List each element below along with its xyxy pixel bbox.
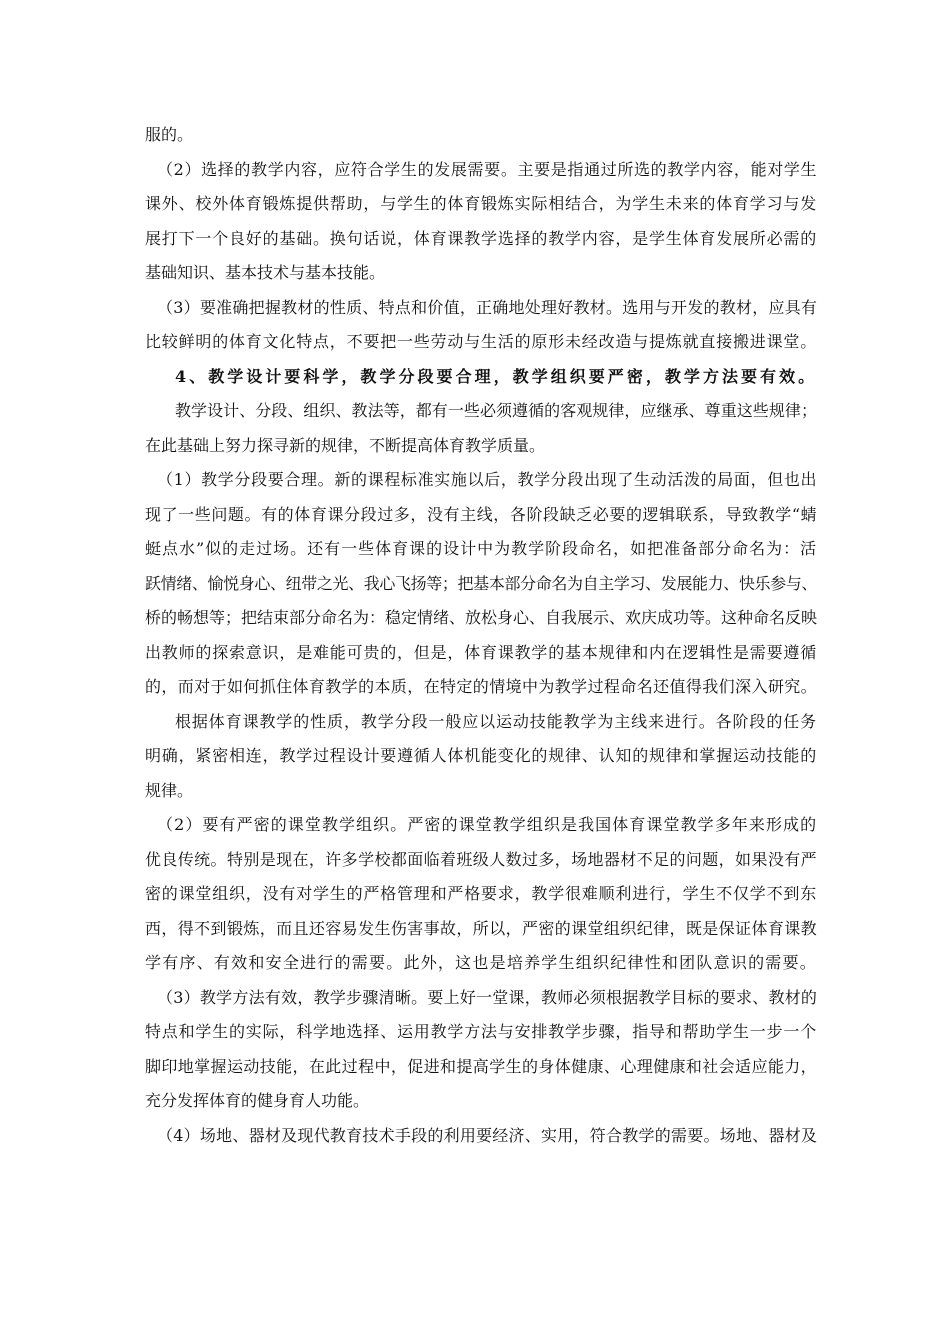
document-page (145, 118, 817, 1153)
paragraph-line: 特点和学生的实际，科学地选择、运用教学方法与安排教学步骤，指导和帮助学生一步一个 (145, 1022, 817, 1041)
paragraph-line: 教学设计、分段、组织、教法等，都有一些必须遵循的客观规律，应继承、尊重这些规律； (175, 401, 817, 420)
paragraph-line: 西，得不到锻炼，而且还容易发生伤害事故，所以，严密的课堂组织纪律，既是保证体育课教 (145, 918, 817, 938)
paragraph-line: 现了一些问题。有的体育课分段过多，没有主线，各阶段缺乏必要的逻辑联系，导致教学“蜻 (145, 504, 817, 524)
paragraph-line: 展打下一个良好的基础。换句话说，体育课教学选择的教学内容，是学生体育发展所必需的 (145, 228, 817, 248)
paragraph-line: 课外、校外体育锻炼提供帮助，与学生的体育锻炼实际相结合，为学生未来的体育学习与发 (145, 194, 817, 213)
paragraph-line: 的，而对于如何抓住体育教学的本质，在特定的情境中为教学过程命名还值得我们深入研究。 (145, 677, 817, 696)
section-heading: 4、教学设计要科学，教学分段要合理，教学组织要严密，教学方法要有效。 (175, 366, 817, 386)
paragraph-line: 跃情绪、愉悦身心、纽带之光、我心飞扬等；把基本部分命名为自主学习、发展能力、快乐参与、 (145, 573, 817, 593)
paragraph-line: （2）要有严密的课堂教学组织。严密的课堂教学组织是我国体育课堂教学多年来形成的 (157, 815, 817, 834)
paragraph-line: （4）场地、器材及现代教育技术手段的利用要经济、实用，符合教学的需要。场地、器材及 (157, 1125, 817, 1145)
paragraph-line: 根据体育课教学的性质，教学分段一般应以运动技能教学为主线来进行。各阶段的任务 (175, 711, 817, 731)
paragraph-line: 比较鲜明的体育文化特点，不要把一些劳动与生活的原形未经改造与提炼就直接搬进课堂。 (145, 332, 817, 351)
paragraph-line: 学有序、有效和安全进行的需要。此外，这也是培养学生组织纪律性和团队意识的需要。 (145, 953, 817, 972)
paragraph-line: 桥的畅想等；把结束部分命名为：稳定情绪、放松身心、自我展示、欢庆成功等。这种命名反映 (145, 608, 817, 627)
paragraph-line: 基础知识、基本技术与基本技能。 (145, 263, 386, 282)
paragraph-line: 充分发挥体育的健身育人功能。 (145, 1091, 370, 1110)
paragraph-line: 明确，紧密相连，教学过程设计要遵循人体机能变化的规律、认知的规律和掌握运动技能的 (145, 746, 817, 765)
paragraph-line: （3）要准确把握教材的性质、特点和价值，正确地处理好教材。选用与开发的教材，应具有 (157, 297, 817, 317)
paragraph-line: 服的。 (145, 125, 194, 144)
paragraph-line: （3）教学方法有效，教学步骤清晰。要上好一堂课，教师必须根据教学目标的要求、教材的 (157, 987, 817, 1007)
paragraph-line: 优良传统。特别是现在，许多学校都面临着班级人数过多，场地器材不足的问题，如果没有严 (145, 849, 817, 869)
paragraph-line: 蜓点水”似的走过场。还有一些体育课的设计中为教学阶段命名，如把准备部分命名为：活 (145, 539, 817, 558)
paragraph-line: （2）选择的教学内容，应符合学生的发展需要。主要是指通过所选的教学内容，能对学生 (157, 159, 817, 179)
paragraph-line: 脚印地掌握运动技能，在此过程中，促进和提高学生的身体健康、心理健康和社会适应能力， (145, 1056, 817, 1076)
paragraph-line: 出教师的探索意识，是难能可贵的，但是，体育课教学的基本规律和内在逻辑性是需要遵循 (145, 642, 817, 662)
paragraph-line: 密的课堂组织，没有对学生的严格管理和严格要求，教学很难顺利进行，学生不仅学不到东 (145, 884, 817, 903)
paragraph-line: 规律。 (145, 780, 194, 800)
paragraph-line: （1）教学分段要合理。新的课程标准实施以后，教学分段出现了生动活泼的局面，但也出 (157, 470, 817, 489)
paragraph-line: 在此基础上努力探寻新的规律，不断提高体育教学质量。 (145, 435, 546, 455)
